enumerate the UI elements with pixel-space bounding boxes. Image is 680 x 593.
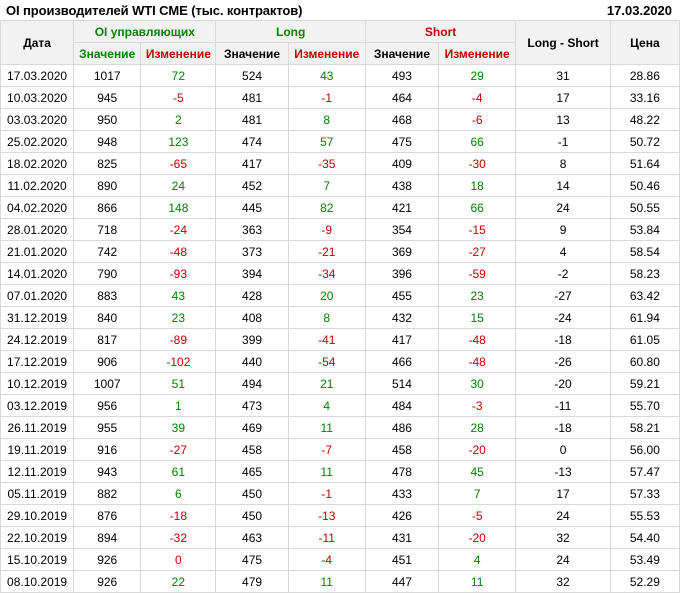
cell-long-change: 43: [288, 65, 365, 87]
cell-long-change: 11: [288, 417, 365, 439]
cell-date: 08.10.2019: [1, 571, 74, 593]
cell-short-change: 66: [439, 131, 516, 153]
cell-price: 63.42: [610, 285, 679, 307]
cell-price: 54.40: [610, 527, 679, 549]
cell-long-short: 24: [516, 505, 611, 527]
table-row: [1, 263, 680, 285]
cell-short-value: 475: [365, 131, 438, 153]
cell-oi-value: 950: [74, 109, 141, 131]
cell-long-short: 17: [516, 483, 611, 505]
cell-price: 58.23: [610, 263, 679, 285]
cell-oi-value: 926: [74, 571, 141, 593]
cell-long-value: 479: [216, 571, 288, 593]
cell-oi-value: 718: [74, 219, 141, 241]
cell-oi-value: 883: [74, 285, 141, 307]
cell-long-change: -13: [288, 505, 365, 527]
cell-short-value: 478: [365, 461, 438, 483]
cell-date: 07.01.2020: [1, 285, 74, 307]
cell-date: 22.10.2019: [1, 527, 74, 549]
cell-short-change: -59: [439, 263, 516, 285]
cell-price: 58.21: [610, 417, 679, 439]
cell-date: 14.01.2020: [1, 263, 74, 285]
cell-oi-change: 72: [141, 65, 216, 87]
cell-long-value: 473: [216, 395, 288, 417]
cell-short-value: 484: [365, 395, 438, 417]
cell-date: 05.11.2019: [1, 483, 74, 505]
cell-oi-change: -32: [141, 527, 216, 549]
cell-date: 26.11.2019: [1, 417, 74, 439]
cell-long-value: 469: [216, 417, 288, 439]
cell-long-change: 7: [288, 175, 365, 197]
cell-long-short: 14: [516, 175, 611, 197]
cell-long-change: 57: [288, 131, 365, 153]
cell-short-value: 493: [365, 65, 438, 87]
col-header-short-change: Изменение: [439, 43, 516, 65]
cell-date: 17.03.2020: [1, 65, 74, 87]
cell-long-value: 373: [216, 241, 288, 263]
table-row: [1, 285, 680, 307]
cell-long-change: -4: [288, 549, 365, 571]
cell-oi-change: 123: [141, 131, 216, 153]
cell-short-change: -20: [439, 527, 516, 549]
cell-oi-change: 43: [141, 285, 216, 307]
cell-oi-change: -93: [141, 263, 216, 285]
cell-long-value: 463: [216, 527, 288, 549]
cell-date: 03.12.2019: [1, 395, 74, 417]
cell-price: 58.54: [610, 241, 679, 263]
cell-short-value: 421: [365, 197, 438, 219]
cell-long-change: -9: [288, 219, 365, 241]
cell-long-short: -1: [516, 131, 611, 153]
cell-oi-value: 943: [74, 461, 141, 483]
cell-short-value: 455: [365, 285, 438, 307]
cell-short-value: 396: [365, 263, 438, 285]
cell-date: 19.11.2019: [1, 439, 74, 461]
cell-date: 21.01.2020: [1, 241, 74, 263]
cell-long-short: 0: [516, 439, 611, 461]
cell-short-change: -4: [439, 87, 516, 109]
cell-date: 03.03.2020: [1, 109, 74, 131]
cell-price: 55.53: [610, 505, 679, 527]
cell-oi-change: 22: [141, 571, 216, 593]
table-row: [1, 549, 680, 571]
cell-oi-value: 1017: [74, 65, 141, 87]
cell-short-change: 28: [439, 417, 516, 439]
cell-date: 25.02.2020: [1, 131, 74, 153]
cell-price: 61.94: [610, 307, 679, 329]
table-row: [1, 483, 680, 505]
cell-long-short: -18: [516, 329, 611, 351]
cell-short-value: 514: [365, 373, 438, 395]
cell-short-value: 369: [365, 241, 438, 263]
cell-long-short: -20: [516, 373, 611, 395]
table-row: [1, 571, 680, 593]
cell-date: 04.02.2020: [1, 197, 74, 219]
cell-short-value: 417: [365, 329, 438, 351]
cell-long-value: 458: [216, 439, 288, 461]
cell-price: 33.16: [610, 87, 679, 109]
cell-date: 31.12.2019: [1, 307, 74, 329]
cell-short-value: 409: [365, 153, 438, 175]
cell-long-short: -18: [516, 417, 611, 439]
cell-oi-change: -24: [141, 219, 216, 241]
cell-price: 61.05: [610, 329, 679, 351]
cell-oi-change: -102: [141, 351, 216, 373]
cell-short-change: 15: [439, 307, 516, 329]
report-date: 17.03.2020: [606, 3, 672, 18]
table-body: [1, 65, 680, 593]
cell-oi-value: 866: [74, 197, 141, 219]
cell-oi-value: 825: [74, 153, 141, 175]
cell-long-value: 481: [216, 87, 288, 109]
table-row: [1, 153, 680, 175]
cell-oi-value: 742: [74, 241, 141, 263]
cell-date: 29.10.2019: [1, 505, 74, 527]
cell-date: 18.02.2020: [1, 153, 74, 175]
table-row: [1, 65, 680, 87]
cell-long-change: -21: [288, 241, 365, 263]
cell-long-value: 450: [216, 483, 288, 505]
cell-oi-change: -27: [141, 439, 216, 461]
cell-short-change: 18: [439, 175, 516, 197]
table-row: [1, 351, 680, 373]
cell-oi-change: -89: [141, 329, 216, 351]
cell-short-value: 438: [365, 175, 438, 197]
col-header-price: Цена: [610, 21, 679, 65]
col-group-long: Long: [216, 21, 365, 43]
cell-oi-change: 6: [141, 483, 216, 505]
cell-short-value: 451: [365, 549, 438, 571]
table-row: [1, 395, 680, 417]
cell-long-value: 450: [216, 505, 288, 527]
cell-short-change: 30: [439, 373, 516, 395]
cell-short-change: -48: [439, 329, 516, 351]
cell-short-change: -3: [439, 395, 516, 417]
cell-oi-value: 926: [74, 549, 141, 571]
cell-long-short: -2: [516, 263, 611, 285]
cell-long-change: -7: [288, 439, 365, 461]
cell-oi-value: 817: [74, 329, 141, 351]
cell-date: 12.11.2019: [1, 461, 74, 483]
cell-oi-change: 23: [141, 307, 216, 329]
cell-long-value: 428: [216, 285, 288, 307]
cell-price: 55.70: [610, 395, 679, 417]
cell-short-value: 458: [365, 439, 438, 461]
cell-short-change: -48: [439, 351, 516, 373]
table-row: [1, 131, 680, 153]
cell-price: 50.72: [610, 131, 679, 153]
col-header-long-short: Long - Short: [516, 21, 611, 65]
cell-oi-change: 1: [141, 395, 216, 417]
cell-oi-change: -5: [141, 87, 216, 109]
col-header-short-value: Значение: [365, 43, 438, 65]
cell-long-change: -11: [288, 527, 365, 549]
table-row: [1, 439, 680, 461]
table-row: [1, 87, 680, 109]
cell-price: 50.46: [610, 175, 679, 197]
table-row: [1, 505, 680, 527]
table-row: [1, 329, 680, 351]
cell-date: 17.12.2019: [1, 351, 74, 373]
table-row: [1, 417, 680, 439]
cell-long-change: 21: [288, 373, 365, 395]
table-row: [1, 175, 680, 197]
cell-oi-change: 61: [141, 461, 216, 483]
cell-oi-change: 148: [141, 197, 216, 219]
cell-long-short: 8: [516, 153, 611, 175]
cell-oi-value: 876: [74, 505, 141, 527]
col-header-oi-change: Изменение: [141, 43, 216, 65]
cell-long-short: 24: [516, 549, 611, 571]
cell-short-change: 7: [439, 483, 516, 505]
cell-long-short: -24: [516, 307, 611, 329]
cell-oi-change: -65: [141, 153, 216, 175]
cell-long-value: 394: [216, 263, 288, 285]
cell-short-change: -6: [439, 109, 516, 131]
cell-long-change: -1: [288, 87, 365, 109]
cell-long-change: 20: [288, 285, 365, 307]
cell-long-value: 481: [216, 109, 288, 131]
cell-long-value: 524: [216, 65, 288, 87]
cell-long-short: 9: [516, 219, 611, 241]
cell-long-change: 8: [288, 307, 365, 329]
col-header-oi-value: Значение: [74, 43, 141, 65]
cell-price: 53.84: [610, 219, 679, 241]
col-header-long-change: Изменение: [288, 43, 365, 65]
cell-long-short: -26: [516, 351, 611, 373]
cell-long-value: 408: [216, 307, 288, 329]
table-row: [1, 197, 680, 219]
table-row: [1, 527, 680, 549]
cell-short-value: 468: [365, 109, 438, 131]
cell-short-value: 426: [365, 505, 438, 527]
cell-short-change: 11: [439, 571, 516, 593]
cell-oi-value: 890: [74, 175, 141, 197]
cell-long-short: -27: [516, 285, 611, 307]
cell-long-change: 11: [288, 461, 365, 483]
cell-long-value: 494: [216, 373, 288, 395]
cell-date: 11.02.2020: [1, 175, 74, 197]
cell-long-change: -54: [288, 351, 365, 373]
cell-date: 10.03.2020: [1, 87, 74, 109]
group-header-row: [1, 21, 680, 43]
cell-short-change: -27: [439, 241, 516, 263]
cell-long-short: 31: [516, 65, 611, 87]
cell-short-change: -5: [439, 505, 516, 527]
cell-price: 51.64: [610, 153, 679, 175]
cell-price: 50.55: [610, 197, 679, 219]
cell-short-change: -20: [439, 439, 516, 461]
table-row: [1, 307, 680, 329]
cell-short-change: 45: [439, 461, 516, 483]
cell-oi-value: 906: [74, 351, 141, 373]
cell-long-short: 32: [516, 571, 611, 593]
cell-long-short: -13: [516, 461, 611, 483]
cell-price: 52.29: [610, 571, 679, 593]
cell-oi-value: 882: [74, 483, 141, 505]
cell-long-short: 32: [516, 527, 611, 549]
cell-oi-change: 39: [141, 417, 216, 439]
cell-short-change: -15: [439, 219, 516, 241]
cell-long-short: -11: [516, 395, 611, 417]
col-group-short: Short: [365, 21, 515, 43]
cell-price: 57.47: [610, 461, 679, 483]
cell-price: 28.86: [610, 65, 679, 87]
page-title: OI производителей WTI CME (тыс. контрактов): [6, 3, 303, 18]
cell-date: 15.10.2019: [1, 549, 74, 571]
cell-long-change: 4: [288, 395, 365, 417]
cell-oi-value: 956: [74, 395, 141, 417]
cell-long-short: 13: [516, 109, 611, 131]
col-header-date: Дата: [1, 21, 74, 65]
cell-date: 10.12.2019: [1, 373, 74, 395]
cell-short-value: 447: [365, 571, 438, 593]
cell-long-value: 445: [216, 197, 288, 219]
cell-long-change: 11: [288, 571, 365, 593]
cell-price: 56.00: [610, 439, 679, 461]
cell-oi-value: 916: [74, 439, 141, 461]
cell-long-short: 4: [516, 241, 611, 263]
cell-long-value: 363: [216, 219, 288, 241]
cell-short-change: 66: [439, 197, 516, 219]
table-row: [1, 461, 680, 483]
col-header-long-value: Значение: [216, 43, 288, 65]
cell-short-value: 432: [365, 307, 438, 329]
cell-long-short: 24: [516, 197, 611, 219]
cell-oi-value: 955: [74, 417, 141, 439]
cell-oi-value: 894: [74, 527, 141, 549]
col-group-oi-managed: OI управляющих: [74, 21, 216, 43]
cell-short-value: 431: [365, 527, 438, 549]
cell-oi-change: -48: [141, 241, 216, 263]
cell-long-value: 474: [216, 131, 288, 153]
table-head: [1, 21, 680, 65]
cell-long-change: 8: [288, 109, 365, 131]
cell-date: 28.01.2020: [1, 219, 74, 241]
cell-long-value: 452: [216, 175, 288, 197]
cell-long-value: 417: [216, 153, 288, 175]
cell-short-change: 29: [439, 65, 516, 87]
cell-long-value: 399: [216, 329, 288, 351]
cell-oi-value: 840: [74, 307, 141, 329]
cell-short-change: -30: [439, 153, 516, 175]
cell-short-change: 4: [439, 549, 516, 571]
cell-long-value: 440: [216, 351, 288, 373]
report-header: [0, 0, 680, 20]
cell-long-value: 465: [216, 461, 288, 483]
oi-table: [0, 20, 680, 593]
table-row: [1, 109, 680, 131]
cell-oi-value: 790: [74, 263, 141, 285]
cell-oi-value: 948: [74, 131, 141, 153]
cell-oi-value: 1007: [74, 373, 141, 395]
cell-price: 57.33: [610, 483, 679, 505]
cell-oi-value: 945: [74, 87, 141, 109]
cell-price: 48.22: [610, 109, 679, 131]
cell-oi-change: 2: [141, 109, 216, 131]
cell-long-change: -41: [288, 329, 365, 351]
cell-short-value: 354: [365, 219, 438, 241]
cell-short-value: 486: [365, 417, 438, 439]
cell-oi-change: 0: [141, 549, 216, 571]
table-row: [1, 241, 680, 263]
cell-oi-change: 24: [141, 175, 216, 197]
cell-short-value: 464: [365, 87, 438, 109]
cell-price: 53.49: [610, 549, 679, 571]
cell-long-change: -35: [288, 153, 365, 175]
cell-short-change: 23: [439, 285, 516, 307]
table-row: [1, 373, 680, 395]
cell-long-change: -34: [288, 263, 365, 285]
cell-date: 24.12.2019: [1, 329, 74, 351]
cell-long-change: 82: [288, 197, 365, 219]
cell-long-change: -1: [288, 483, 365, 505]
cell-oi-change: -18: [141, 505, 216, 527]
cell-price: 59.21: [610, 373, 679, 395]
cell-oi-change: 51: [141, 373, 216, 395]
cell-short-value: 433: [365, 483, 438, 505]
cell-price: 60.80: [610, 351, 679, 373]
cell-long-short: 17: [516, 87, 611, 109]
cell-short-value: 466: [365, 351, 438, 373]
cell-long-value: 475: [216, 549, 288, 571]
table-row: [1, 219, 680, 241]
